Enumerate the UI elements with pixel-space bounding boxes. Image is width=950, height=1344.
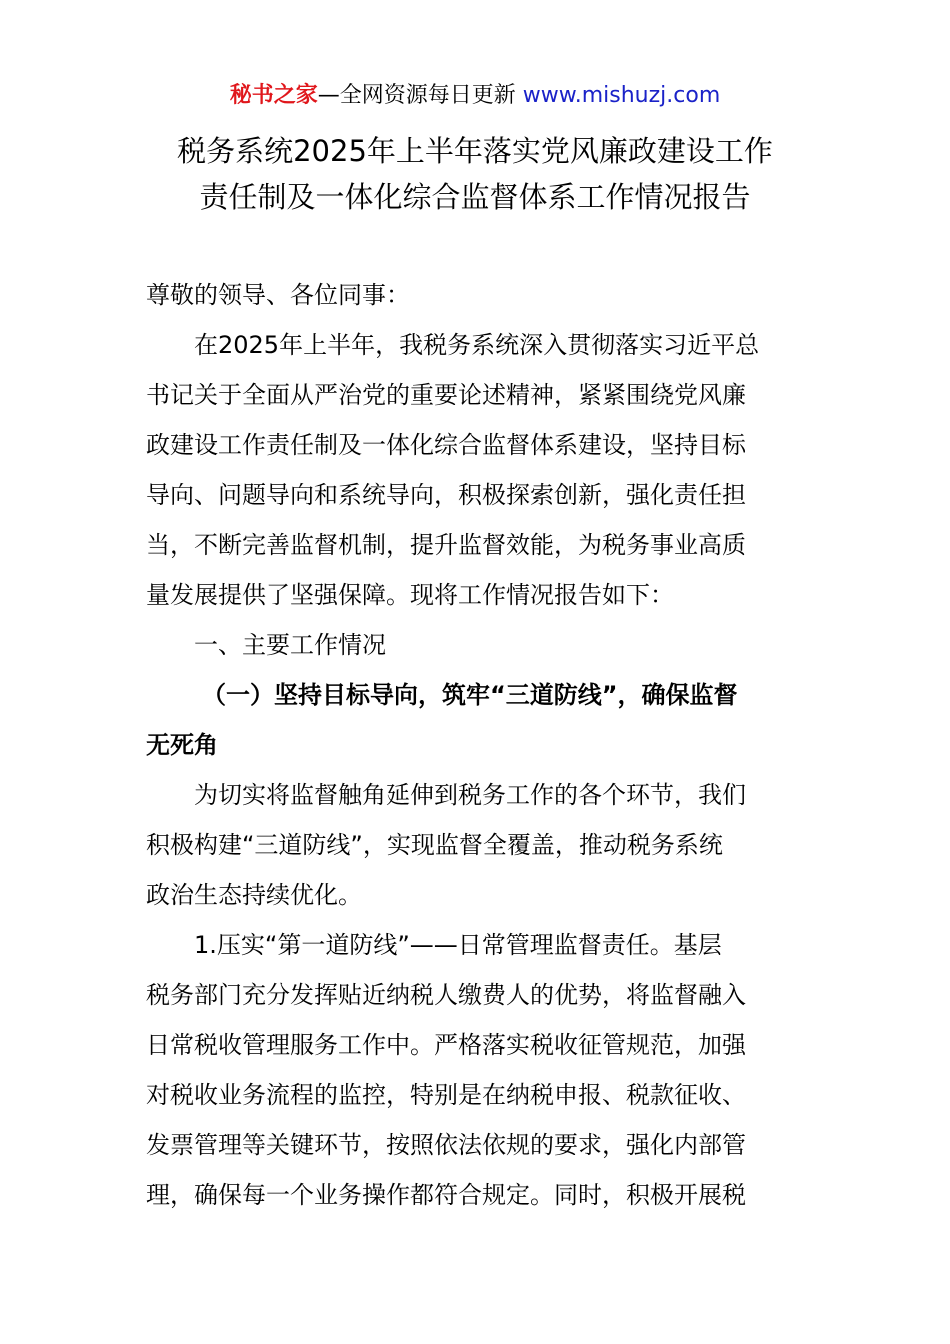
section-heading: 一、主要工作情况 — [194, 631, 386, 659]
intro-line: 书记关于全面从严治党的重要论述精神，紧紧围绕党风廉 — [146, 381, 746, 409]
header-tagline: —全网资源每日更新 — [317, 83, 523, 108]
paragraph-line: 1.压实“第一道防线”——日常管理监督责任。基层 — [194, 931, 722, 959]
paragraph-line: 税务部门充分发挥贴近纳税人缴费人的优势，将监督融入 — [146, 981, 746, 1009]
brand-name: 秘书之家 — [229, 83, 318, 108]
site-header — [0, 80, 950, 112]
site-url-link[interactable]: www.mishuzj.com — [522, 83, 721, 108]
subsection-heading: （一）坚持目标导向，筑牢“三道防线”，确保监督 — [202, 681, 738, 709]
paragraph-line: 发票管理等关键环节，按照依法依规的要求，强化内部管 — [146, 1131, 746, 1159]
intro-line: 政建设工作责任制及一体化综合监督体系建设，坚持目标 — [146, 431, 746, 459]
paragraph-line: 积极构建“三道防线”，实现监督全覆盖，推动税务系统 — [146, 831, 723, 859]
paragraph-line: 为切实将监督触角延伸到税务工作的各个环节，我们 — [194, 781, 746, 809]
title-line-1: 税务系统2025年上半年落实党风廉政建设工作 — [177, 134, 773, 168]
document-title — [0, 128, 950, 220]
intro-line: 在2025年上半年，我税务系统深入贯彻落实习近平总 — [194, 331, 760, 359]
paragraph-line: 日常税收管理服务工作中。严格落实税收征管规范，加强 — [146, 1031, 746, 1059]
paragraph-line: 理，确保每一个业务操作都符合规定。同时，积极开展税 — [146, 1181, 746, 1209]
intro-line: 导向、问题导向和系统导向，积极探索创新，强化责任担 — [146, 481, 746, 509]
intro-line: 量发展提供了坚强保障。现将工作情况报告如下： — [146, 581, 674, 609]
document-body — [146, 270, 806, 1220]
salutation: 尊敬的领导、各位同事： — [146, 281, 410, 309]
subsection-heading: 无死角 — [146, 731, 218, 759]
title-line-2: 责任制及一体化综合监督体系工作情况报告 — [199, 180, 751, 214]
paragraph-line: 对税收业务流程的监控，特别是在纳税申报、税款征收、 — [146, 1081, 746, 1109]
intro-line: 当，不断完善监督机制，提升监督效能，为税务事业高质 — [146, 531, 746, 559]
paragraph-line: 政治生态持续优化。 — [146, 881, 362, 909]
